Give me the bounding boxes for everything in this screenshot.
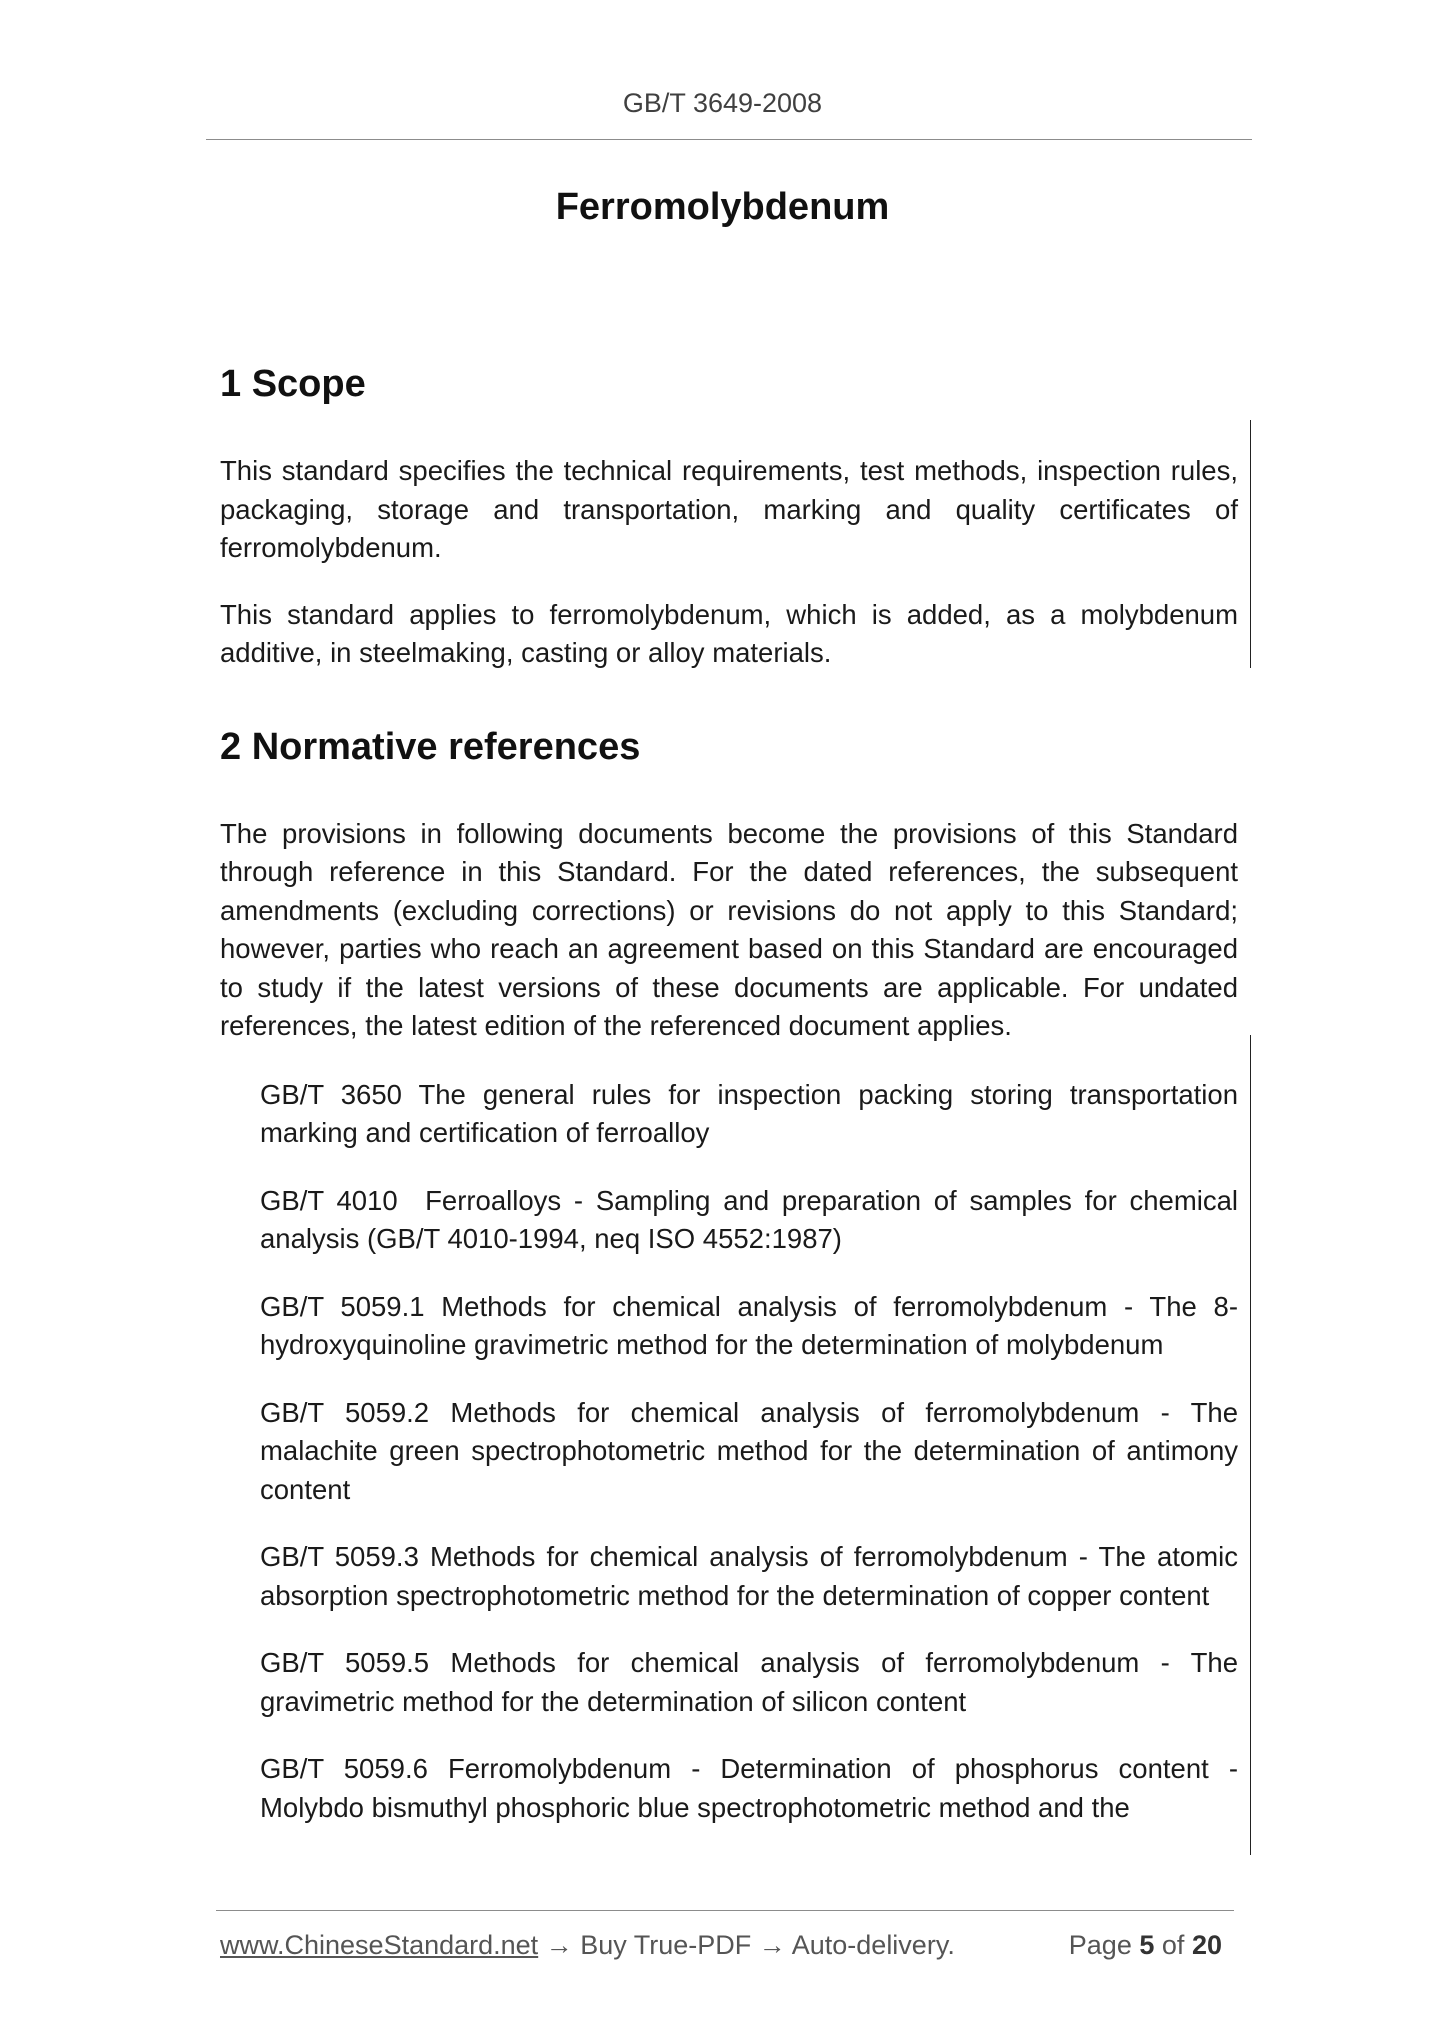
reference-item: GB/T 5059.1 Methods for chemical analysis of ferromolybdenum - The 8-hydroxyquinoline gravimetric method for the determination of molybdenum bbox=[260, 1290, 1238, 1360]
reference-item: GB/T 4010 Ferroalloys - Sampling and preparation of samples for chemical analysis (GB/T 4010-1994, neq ISO 4552:1987) bbox=[260, 1184, 1238, 1254]
page-word: Page bbox=[1068, 1930, 1132, 1960]
page-current: 5 bbox=[1139, 1930, 1155, 1960]
references-intro-paragraph: The provisions in following documents become the provisions of this Standard through reference in this Standard. For the dated references, the subsequent amendments (excluding corrections) or revisions do not apply to this Standard; however, parties who reach an agreement based on this Standard are encouraged to study if the latest versions of these documents are applicable. For undated references, the latest edition of the referenced document applies. bbox=[220, 817, 1238, 1041]
footer-promo bbox=[220, 1930, 955, 1961]
reference-list bbox=[220, 1076, 1238, 1828]
reference-item: GB/T 5059.5 Methods for chemical analysis of ferromolybdenum - The gravimetric method for the determination of silicon content bbox=[260, 1647, 1238, 1717]
section-heading-scope: 1 Scope bbox=[220, 363, 366, 405]
scope-paragraph-1: This standard specifies the technical requirements, test methods, inspection rules, packaging, storage and transportation, marking and quality certificates of ferromolybdenum. bbox=[220, 455, 1238, 563]
site-link[interactable]: www.ChineseStandard.net bbox=[220, 1930, 539, 1960]
document-body bbox=[220, 360, 1238, 1856]
page-footer bbox=[220, 1930, 1230, 1961]
reference-item: GB/T 5059.6 Ferromolybdenum - Determination of phosphorus content - Molybdo bismuthyl phosphoric blue spectrophotometric method and the bbox=[260, 1753, 1238, 1823]
header-divider bbox=[206, 139, 1252, 140]
page-indicator bbox=[1069, 1930, 1230, 1961]
page-total: 20 bbox=[1191, 1930, 1222, 1960]
running-header: GB/T 3649-2008 bbox=[622, 88, 823, 118]
footer-promo-text: → Buy True-PDF → Auto-delivery. bbox=[538, 1930, 955, 1960]
reference-item: GB/T 5059.2 Methods for chemical analysis of ferromolybdenum - The malachite green spectrophotometric method for the determination of antimony content bbox=[260, 1396, 1238, 1505]
reference-item: GB/T 5059.3 Methods for chemical analysis of ferromolybdenum - The atomic absorption spectrophotometric method for the determination of copper content bbox=[260, 1541, 1238, 1611]
footer-divider bbox=[216, 1910, 1234, 1911]
scope-paragraph-2: This standard applies to ferromolybdenum, which is added, as a molybdenum additive, in steelmaking, casting or alloy materials. bbox=[220, 598, 1238, 668]
document-title: Ferromolybdenum bbox=[555, 186, 890, 228]
change-bar-scope bbox=[1250, 420, 1251, 668]
change-bar-references bbox=[1250, 1035, 1251, 1855]
reference-item: GB/T 3650 The general rules for inspection packing storing transportation marking and certification of ferroalloy bbox=[260, 1078, 1238, 1148]
section-heading-normative-references: 2 Normative references bbox=[220, 725, 641, 768]
of-word: of bbox=[1161, 1930, 1185, 1960]
